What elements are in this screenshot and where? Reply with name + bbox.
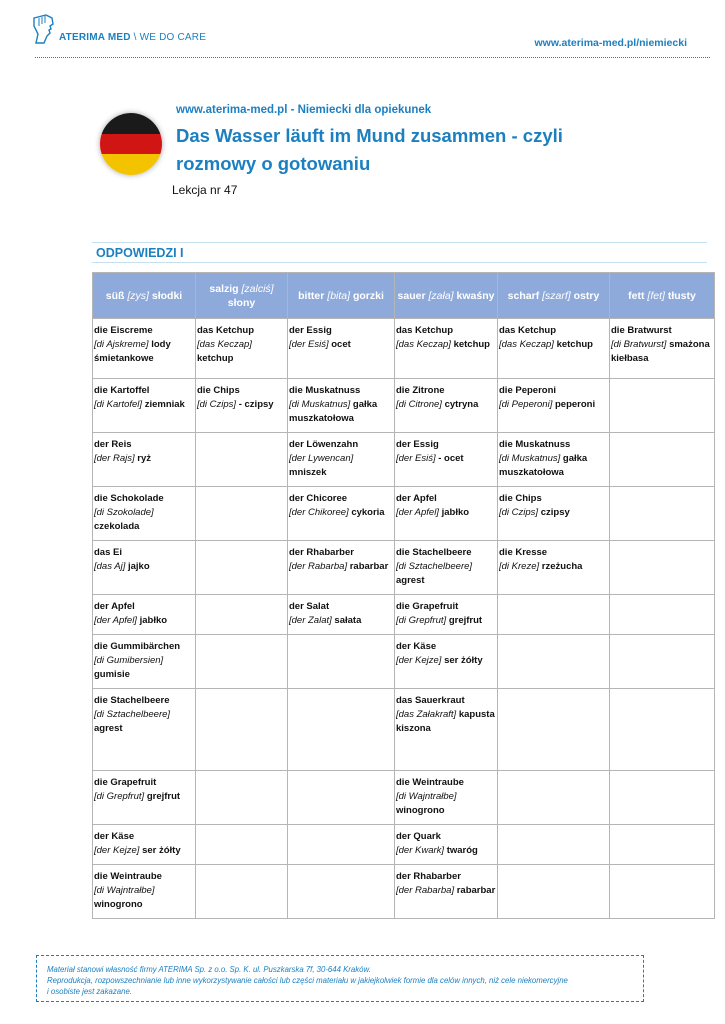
table-cell	[610, 379, 715, 433]
flag-stripe-gold	[100, 154, 162, 175]
brand-name: ATERIMA MED	[59, 32, 131, 43]
phonetic-transcription: [di Sztachelbeere]	[94, 709, 171, 720]
phonetic-transcription: [das Załakraft]	[396, 709, 457, 720]
table-cell	[288, 379, 395, 433]
table-cell	[93, 771, 196, 825]
logo-separator: \	[133, 32, 137, 43]
phonetic-transcription: [der Kejze]	[396, 655, 442, 666]
table-cell	[610, 487, 715, 541]
column-header	[93, 273, 196, 319]
header-word: salzig	[209, 282, 239, 295]
lesson-title: Das Wasser läuft im Mund zusammen - czyli rozmowy o gotowaniu	[176, 125, 563, 174]
header-translation: kwaśny	[456, 289, 495, 302]
german-word: der Quark	[396, 831, 441, 842]
table-cell	[196, 825, 288, 865]
polish-translation: smażona kiełbasa	[611, 339, 710, 364]
column-header	[610, 273, 715, 319]
polish-translation: ser żółty	[444, 655, 483, 666]
german-word: der Apfel	[396, 493, 437, 504]
german-word: der Käse	[396, 641, 437, 652]
table-cell	[93, 319, 196, 379]
phonetic-transcription: [der Apfel]	[94, 615, 137, 626]
table-cell	[93, 865, 196, 919]
header-divider	[35, 57, 710, 58]
header-translation: słony	[227, 296, 256, 309]
phonetic-transcription: [der Lywencan]	[289, 453, 354, 464]
polish-translation: cytryna	[444, 399, 479, 410]
table-cell	[498, 865, 610, 919]
header-word: süß	[105, 289, 125, 302]
polish-translation: ziemniak	[144, 399, 185, 410]
column-header	[498, 273, 610, 319]
german-word: die Zitrone	[396, 385, 445, 396]
table-cell	[288, 771, 395, 825]
german-word: der Essig	[396, 439, 439, 450]
table-cell	[196, 635, 288, 689]
german-word: die Weintraube	[94, 871, 162, 882]
german-word: die Bratwurst	[611, 325, 672, 336]
flag-stripe-black	[100, 113, 162, 134]
phonetic-transcription: [di Gumibersien]	[94, 655, 164, 666]
polish-translation: ketchup	[197, 353, 234, 364]
header-word: bitter	[298, 289, 325, 302]
table-header-row	[93, 273, 715, 319]
polish-translation: winogrono	[94, 899, 143, 910]
table-cell	[93, 379, 196, 433]
table-row	[93, 595, 715, 635]
german-word: die Chips	[499, 493, 542, 504]
polish-translation: gałka muszkatołowa	[499, 453, 588, 478]
table-cell	[395, 487, 498, 541]
german-flag-icon	[100, 113, 162, 175]
header-word: fett	[628, 289, 645, 302]
phonetic-transcription: [das Keczap]	[396, 339, 451, 350]
polish-translation: grejfrut	[448, 615, 483, 626]
table-cell	[288, 487, 395, 541]
german-word: der Essig	[289, 325, 332, 336]
logo-face-icon	[32, 14, 56, 44]
phonetic-transcription: [di Ajskreme]	[94, 339, 149, 350]
polish-translation: ryż	[137, 453, 152, 464]
table-cell	[93, 487, 196, 541]
table-cell	[196, 433, 288, 487]
phonetic-transcription: [di Czips]	[197, 399, 237, 410]
vocabulary-table	[92, 272, 715, 919]
section-divider-top	[92, 242, 707, 243]
table-cell	[196, 595, 288, 635]
table-cell	[498, 635, 610, 689]
table-cell	[196, 541, 288, 595]
polish-translation: sałata	[334, 615, 362, 626]
header-phonetic: [zalciś]	[241, 282, 274, 295]
phonetic-transcription: [di Bratwurst]	[611, 339, 667, 350]
polish-translation: rabarbar	[349, 561, 389, 572]
table-cell	[610, 595, 715, 635]
german-word: die Peperoni	[499, 385, 557, 396]
german-word: der Rhabarber	[289, 547, 354, 558]
polish-translation: lody śmietankowe	[94, 339, 171, 364]
table-cell	[93, 595, 196, 635]
polish-translation: twaróg	[446, 845, 478, 856]
table-row	[93, 319, 715, 379]
german-word: die Chips	[197, 385, 240, 396]
table-cell	[498, 319, 610, 379]
polish-translation: kapusta kiszona	[396, 709, 495, 734]
german-word: der Reis	[94, 439, 132, 450]
table-cell	[498, 379, 610, 433]
column-header	[288, 273, 395, 319]
phonetic-transcription: [di Wajntrałbe]	[396, 791, 457, 802]
table-cell	[395, 635, 498, 689]
polish-translation: grejfrut	[146, 791, 181, 802]
phonetic-transcription: [di Peperoni]	[499, 399, 553, 410]
phonetic-transcription: [di Muskatnus]	[499, 453, 561, 464]
polish-translation: gumisie	[94, 669, 130, 680]
header-phonetic: [szarf]	[542, 289, 571, 302]
polish-translation: winogrono	[396, 805, 445, 816]
table-cell	[498, 433, 610, 487]
phonetic-transcription: [di Muskatnus]	[289, 399, 351, 410]
table-cell	[288, 635, 395, 689]
table-cell	[498, 771, 610, 825]
table-cell	[288, 319, 395, 379]
table-cell	[395, 541, 498, 595]
phonetic-transcription: [das Aj]	[94, 561, 126, 572]
footer-notice	[36, 955, 644, 1002]
german-word: die Muskatnuss	[289, 385, 361, 396]
table-body	[93, 319, 715, 919]
logo-text	[59, 32, 206, 44]
table-row	[93, 379, 715, 433]
footer-line-2: Reprodukcja, rozpowszechnianie lub inne wykorzystywanie całości lub części materiału w jakiejkolwiek formie dla celów innych, niż cele niekomercyjne	[47, 976, 568, 985]
table-cell	[498, 541, 610, 595]
german-word: die Grapefruit	[396, 601, 459, 612]
phonetic-transcription: [der Kejze]	[94, 845, 140, 856]
polish-translation: peperoni	[554, 399, 596, 410]
phonetic-transcription: [di Wajntrałbe]	[94, 885, 155, 896]
header-translation: tłusty	[667, 289, 696, 302]
table-cell	[610, 433, 715, 487]
table-cell	[498, 487, 610, 541]
phonetic-transcription: [das Keczap]	[499, 339, 554, 350]
table-cell	[288, 433, 395, 487]
table-cell	[610, 771, 715, 825]
table-cell	[196, 379, 288, 433]
german-word: die Kartoffel	[94, 385, 150, 396]
german-word: die Weintraube	[396, 777, 464, 788]
section-title: ODPOWIEDZI I	[96, 246, 184, 260]
german-word: der Käse	[94, 831, 135, 842]
phonetic-transcription: [der Apfel]	[396, 507, 439, 518]
table-cell	[610, 541, 715, 595]
polish-translation: rabarbar	[456, 885, 496, 896]
table-cell	[395, 379, 498, 433]
table-row	[93, 825, 715, 865]
german-word: die Eiscreme	[94, 325, 153, 336]
german-word: das Ketchup	[197, 325, 255, 336]
table-cell	[288, 865, 395, 919]
polish-translation: ocet	[331, 339, 351, 350]
table-cell	[610, 689, 715, 771]
phonetic-transcription: [di Citrone]	[396, 399, 442, 410]
german-word: das Ketchup	[499, 325, 557, 336]
german-word: das Sauerkraut	[396, 695, 465, 706]
flag-stripe-red	[100, 134, 162, 155]
table-cell	[395, 771, 498, 825]
phonetic-transcription: [di Sztachelbeere]	[396, 561, 473, 572]
table-cell	[610, 865, 715, 919]
header-phonetic: [zała]	[428, 289, 454, 302]
german-word: die Schokolade	[94, 493, 164, 504]
phonetic-transcription: [der Rabarba]	[289, 561, 348, 572]
german-word: die Muskatnuss	[499, 439, 571, 450]
table-cell	[610, 825, 715, 865]
phonetic-transcription: [der Rabarba]	[396, 885, 455, 896]
section-divider-bottom	[92, 262, 707, 263]
phonetic-transcription: [der Esiś]	[396, 453, 436, 464]
polish-translation: - ocet	[438, 453, 464, 464]
polish-translation: agrest	[396, 575, 425, 586]
table-cell	[93, 433, 196, 487]
phonetic-transcription: [das Keczap]	[197, 339, 252, 350]
polish-translation: jabłko	[139, 615, 168, 626]
table-cell	[498, 689, 610, 771]
phonetic-transcription: [der Esiś]	[289, 339, 329, 350]
table-cell	[288, 825, 395, 865]
footer-line-3: i osobiste jest zakazane.	[47, 987, 132, 996]
phonetic-transcription: [der Zalat]	[289, 615, 332, 626]
header-phonetic: [fet]	[647, 289, 665, 302]
polish-translation: mniszek	[289, 467, 327, 478]
german-word: die Grapefruit	[94, 777, 157, 788]
column-header	[196, 273, 288, 319]
aterima-logo[interactable]	[32, 14, 206, 44]
polish-translation: gałka muszkatołowa	[289, 399, 378, 424]
polish-translation: jajko	[127, 561, 150, 572]
polish-translation: ser żółty	[142, 845, 181, 856]
phonetic-transcription: [der Kwark]	[396, 845, 445, 856]
table-row	[93, 541, 715, 595]
german-word: der Apfel	[94, 601, 135, 612]
table-cell	[610, 635, 715, 689]
table-cell	[196, 771, 288, 825]
header-translation: słodki	[151, 289, 183, 302]
brand-tagline: WE DO CARE	[139, 32, 207, 43]
header-phonetic: [bita]	[327, 289, 351, 302]
polish-translation: rzeżucha	[541, 561, 583, 572]
table-cell	[288, 541, 395, 595]
table-row	[93, 487, 715, 541]
table-cell	[93, 689, 196, 771]
table-row	[93, 771, 715, 825]
polish-translation: jabłko	[441, 507, 470, 518]
phonetic-transcription: [di Grepfrut]	[396, 615, 447, 626]
table-cell	[610, 319, 715, 379]
polish-translation: ketchup	[453, 339, 490, 350]
phonetic-transcription: [der Chikoree]	[289, 507, 349, 518]
footer-text	[47, 964, 568, 997]
page-header	[0, 0, 725, 60]
table-cell	[93, 541, 196, 595]
german-word: der Löwenzahn	[289, 439, 359, 450]
header-phonetic: [zys]	[127, 289, 149, 302]
lesson-number: Lekcja nr 47	[172, 183, 238, 197]
german-word: die Stachelbeere	[94, 695, 170, 706]
german-word: der Rhabarber	[396, 871, 461, 882]
phonetic-transcription: [di Czips]	[499, 507, 539, 518]
phonetic-transcription: [di Szokolade]	[94, 507, 154, 518]
table-cell	[395, 825, 498, 865]
table-cell	[498, 595, 610, 635]
polish-translation: cykoria	[351, 507, 385, 518]
table-row	[93, 433, 715, 487]
table-row	[93, 865, 715, 919]
polish-translation: agrest	[94, 723, 123, 734]
table-cell	[93, 825, 196, 865]
polish-translation: czekolada	[94, 521, 140, 532]
table-cell	[196, 487, 288, 541]
table-cell	[395, 689, 498, 771]
phonetic-transcription: [di Kreze]	[499, 561, 540, 572]
header-word: scharf	[507, 289, 540, 302]
polish-translation: ketchup	[556, 339, 593, 350]
table-cell	[196, 865, 288, 919]
column-header	[395, 273, 498, 319]
table-cell	[395, 433, 498, 487]
table-row	[93, 689, 715, 771]
table-cell	[498, 825, 610, 865]
german-word: die Kresse	[499, 547, 548, 558]
german-word: die Gummibärchen	[94, 641, 181, 652]
phonetic-transcription: [di Kartofel]	[94, 399, 143, 410]
german-word: der Salat	[289, 601, 330, 612]
table-cell	[196, 689, 288, 771]
german-word: das Ei	[94, 547, 122, 558]
polish-translation: czipsy	[540, 507, 570, 518]
table-row	[93, 635, 715, 689]
header-translation: gorzki	[352, 289, 384, 302]
header-url-link[interactable]: www.aterima-med.pl/niemiecki	[534, 37, 687, 49]
german-word: die Stachelbeere	[396, 547, 472, 558]
table-cell	[288, 595, 395, 635]
lesson-subtitle-link[interactable]: www.aterima-med.pl - Niemiecki dla opiekunek	[176, 104, 432, 116]
table-cell	[288, 689, 395, 771]
polish-translation: - czipsy	[238, 399, 274, 410]
german-word: der Chicoree	[289, 493, 348, 504]
table-cell	[395, 319, 498, 379]
phonetic-transcription: [di Grepfrut]	[94, 791, 145, 802]
phonetic-transcription: [der Rajs]	[94, 453, 135, 464]
footer-line-1: Materiał stanowi własność firmy ATERIMA Sp. z o.o. Sp. K. ul. Puszkarska 7f, 30-644 Kraków.	[47, 965, 371, 974]
header-word: sauer	[397, 289, 426, 302]
header-translation: ostry	[573, 289, 600, 302]
table-cell	[93, 635, 196, 689]
table-cell	[395, 865, 498, 919]
german-word: das Ketchup	[396, 325, 454, 336]
table-cell	[196, 319, 288, 379]
table-cell	[395, 595, 498, 635]
